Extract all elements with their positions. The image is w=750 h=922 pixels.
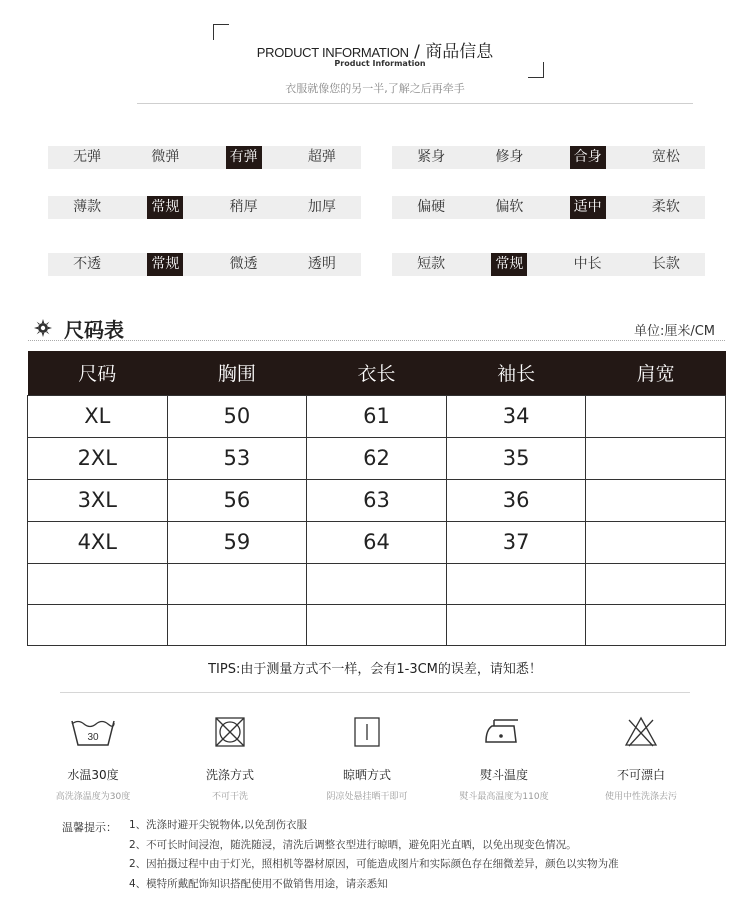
- attr-option-label: 微透: [229, 256, 258, 272]
- table-cell: 50: [167, 395, 307, 437]
- attr-option: [392, 146, 470, 169]
- table-cell: 35: [446, 437, 586, 479]
- table-cell: 53: [167, 437, 307, 479]
- attr-option: [283, 196, 361, 219]
- attr-option: [627, 253, 705, 276]
- attr-option-label: 长款: [651, 256, 680, 272]
- size-chart-gear-icon: [34, 319, 52, 337]
- size-chart-tips: TIPS:由于测量方式不一样，会有1-3CM的误差，请知悉！: [208, 662, 542, 677]
- table-cell: [446, 604, 586, 645]
- care-item-dry: [292, 710, 442, 802]
- attr-option: [627, 146, 705, 169]
- table-cell: [167, 563, 307, 604]
- attr-option: [549, 253, 627, 276]
- attr-option-label: 微弹: [151, 149, 180, 165]
- size-chart-header-cell: 胸围: [167, 351, 307, 395]
- care-bleach-sub: 使用中性洗涤去污: [604, 792, 677, 802]
- size-chart-header-row: [28, 351, 726, 395]
- size-chart-title: 尺码表: [64, 318, 124, 342]
- size-chart-header-cell: 肩宽: [586, 351, 726, 395]
- no-tumble-dry-icon: [213, 715, 247, 749]
- table-cell: [586, 521, 726, 563]
- care-item-wash: [18, 710, 168, 802]
- attr-option: [283, 253, 361, 276]
- attr-option-label: 加厚: [307, 199, 336, 215]
- attr-option: [48, 146, 126, 169]
- table-cell: [586, 395, 726, 437]
- notes-list: [129, 819, 729, 897]
- attr-option: [627, 196, 705, 219]
- attr-thickness: [48, 196, 361, 219]
- attr-option: [205, 196, 283, 219]
- header-subtitle: Product Information: [334, 59, 426, 68]
- care-item-bleach: [566, 710, 716, 802]
- attr-option-label: 短款: [417, 256, 446, 272]
- attr-option-label: 偏硬: [417, 199, 446, 215]
- table-row: [28, 521, 726, 563]
- attr-option-label: 修身: [495, 149, 524, 165]
- attr-option-label: 稍厚: [229, 199, 258, 215]
- attr-option-label: 超弹: [307, 149, 336, 165]
- table-cell: 37: [446, 521, 586, 563]
- attr-option: [392, 253, 470, 276]
- attr-option-label: 常规: [147, 196, 183, 219]
- table-cell: 34: [446, 395, 586, 437]
- table-cell: 61: [307, 395, 447, 437]
- no-bleach-icon: [623, 715, 659, 749]
- header-title-sep: /: [408, 42, 426, 62]
- attr-elasticity: [48, 146, 361, 169]
- hang-dry-icon: [352, 715, 382, 749]
- attr-option-selected: [126, 196, 204, 219]
- care-method-sub: 不可干洗: [211, 792, 248, 802]
- header-title-cn: 商品信息: [425, 42, 494, 62]
- table-cell: [28, 604, 168, 645]
- header-divider: [137, 103, 693, 104]
- product-info-header: [0, 0, 750, 110]
- header-slogan: 衣服就像您的另一半,了解之后再牵手: [285, 82, 465, 95]
- wash-30-icon: [69, 715, 117, 749]
- table-cell: 62: [307, 437, 447, 479]
- table-cell: 59: [167, 521, 307, 563]
- table-cell: [446, 563, 586, 604]
- attr-option-label: 中长: [573, 256, 602, 272]
- attr-option-label: 紧身: [417, 149, 446, 165]
- attr-option-label: 有弹: [226, 146, 262, 169]
- attr-option-selected: [205, 146, 283, 169]
- attr-option: [126, 146, 204, 169]
- care-dry-title: 晾晒方式: [342, 768, 391, 782]
- attr-option-label: 合身: [570, 146, 606, 169]
- care-iron-sub: 熨斗最高温度为110度: [459, 792, 549, 802]
- table-cell: [586, 437, 726, 479]
- attr-option-label: 透明: [307, 256, 336, 272]
- table-cell: 36: [446, 479, 586, 521]
- attr-option-label: 偏软: [495, 199, 524, 215]
- size-chart-header-cell: 衣长: [307, 351, 447, 395]
- attr-length: [392, 253, 705, 276]
- attr-option: [48, 253, 126, 276]
- size-chart-dotted-divider: [28, 340, 725, 341]
- attr-option-label: 宽松: [651, 149, 680, 165]
- notes-item: 2、不可长时间浸泡，随洗随浸，清洗后调整衣型进行晾晒，避免阳光直晒，以免出现变色情况。: [129, 838, 577, 851]
- care-wash-sub: 高洗涤温度为30度: [55, 792, 131, 802]
- tips-divider: [60, 692, 690, 693]
- table-cell: [307, 563, 447, 604]
- attr-option-label: 无弹: [73, 149, 102, 165]
- table-row: [28, 563, 726, 604]
- table-cell: [586, 563, 726, 604]
- care-item-iron: [429, 710, 579, 802]
- table-cell: 4XL: [28, 521, 168, 563]
- table-cell: 63: [307, 479, 447, 521]
- attr-option-label: 柔软: [651, 199, 680, 215]
- iron-icon: [482, 716, 526, 748]
- notes-item: 1、洗涤时避开尖锐物体,以免刮伤衣服: [129, 819, 308, 831]
- care-item-method: [155, 710, 305, 802]
- attr-option-selected: [549, 196, 627, 219]
- table-cell: XL: [28, 395, 168, 437]
- attr-option: [470, 196, 548, 219]
- attr-option-selected: [470, 253, 548, 276]
- attr-fit: [392, 146, 705, 169]
- size-chart-header-cell: 袖长: [446, 351, 586, 395]
- table-cell: [586, 604, 726, 645]
- table-cell: 2XL: [28, 437, 168, 479]
- header-title-en: PRODUCT INFORMATION: [256, 45, 409, 60]
- attr-option: [205, 253, 283, 276]
- table-cell: 64: [307, 521, 447, 563]
- table-cell: 56: [167, 479, 307, 521]
- attr-option-label: 适中: [570, 196, 606, 219]
- size-chart-header-cell: 尺码: [28, 351, 168, 395]
- care-method-title: 洗涤方式: [205, 768, 254, 782]
- table-cell: [307, 604, 447, 645]
- care-bleach-title: 不可漂白: [616, 768, 665, 782]
- attr-option-selected: [549, 146, 627, 169]
- wash-30-icon-text: 30: [87, 732, 99, 743]
- table-row: [28, 604, 726, 645]
- notes-label: 温馨提示：: [62, 821, 117, 834]
- attr-option: [283, 146, 361, 169]
- size-chart-unit: 单位:厘米/CM: [633, 324, 715, 339]
- table-cell: 3XL: [28, 479, 168, 521]
- attr-option: [392, 196, 470, 219]
- notes-item: 2、因拍摄过程中由于灯光，照相机等器材原因，可能造成图片和实际颜色存在细微差异，颜色以实物为准: [129, 858, 619, 870]
- attr-option: [470, 146, 548, 169]
- table-row: [28, 437, 726, 479]
- table-cell: [28, 563, 168, 604]
- attr-option-label: 薄款: [73, 199, 102, 215]
- care-iron-title: 熨斗温度: [479, 768, 528, 782]
- table-row: [28, 479, 726, 521]
- attr-softness: [392, 196, 705, 219]
- table-row: [28, 395, 726, 437]
- notes-item: 4、模特所戴配饰知识搭配使用不做销售用途，请亲悉知: [129, 877, 388, 890]
- care-wash-title: 水温30度: [67, 768, 119, 782]
- attr-option-selected: [126, 253, 204, 276]
- table-cell: [586, 479, 726, 521]
- size-chart-table: [27, 351, 726, 646]
- attr-option-label: 不透: [73, 256, 102, 272]
- attr-transparency: [48, 253, 361, 276]
- attr-option: [48, 196, 126, 219]
- attr-option-label: 常规: [491, 253, 527, 276]
- care-dry-sub: 阴凉处悬挂晒干即可: [326, 792, 408, 802]
- attr-option-label: 常规: [147, 253, 183, 276]
- table-cell: [167, 604, 307, 645]
